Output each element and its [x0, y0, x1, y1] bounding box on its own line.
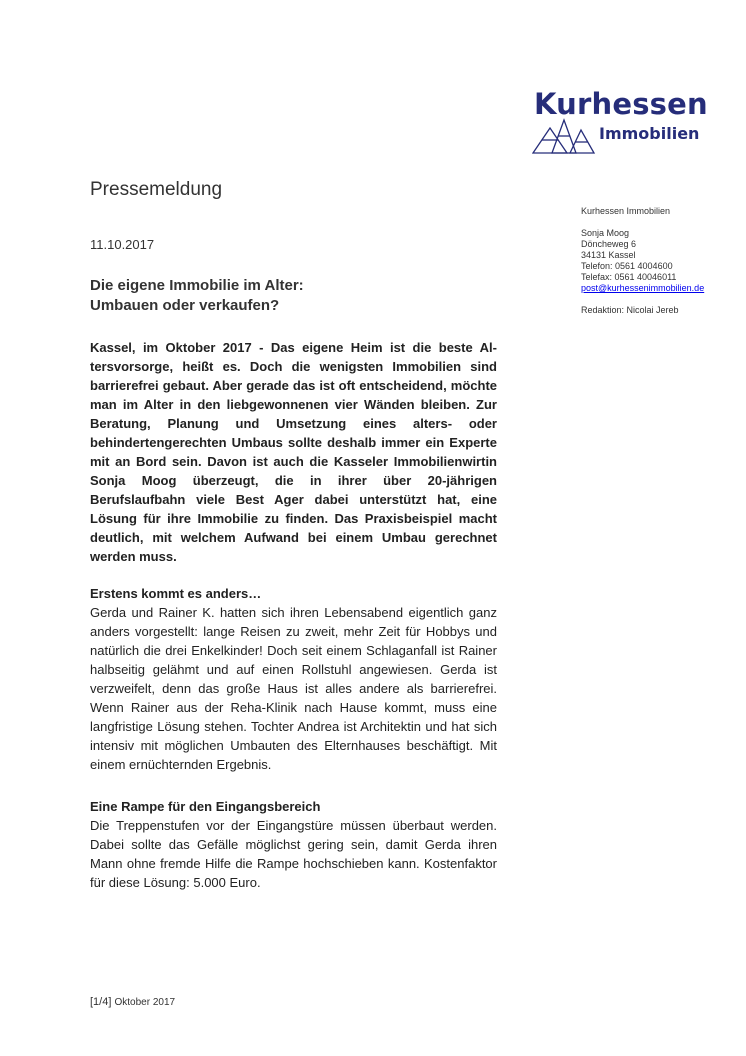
section-2-title: Eine Rampe für den Eingangsbereich	[90, 799, 321, 814]
sidebar-editor: Redaktion: Nicolai Jereb	[581, 305, 679, 315]
logo-title: Kurhessen	[534, 87, 708, 121]
headline	[90, 276, 500, 316]
sidebar-street: Döncheweg 6	[581, 239, 637, 249]
sidebar-city: 34131 Kassel	[581, 250, 636, 260]
document-date: 11.10.2017	[90, 237, 155, 252]
sidebar-phone: Telefon: 0561 4004600	[581, 261, 673, 271]
contact-sidebar	[581, 206, 741, 327]
section-1-title: Erstens kommt es anders…	[90, 586, 262, 601]
logo-subtitle: Immobilien	[599, 124, 700, 143]
sidebar-email-link[interactable]: post@kurhessenimmobilien.de	[581, 283, 705, 293]
section-2-text: Die Treppenstufen vor der Eingangstüre müssen überbaut werden. Dabei sollte das Gefälle möglichst gering sein, damit Gerda ihren Mann ohne fremde Hilfe die Rampe hochschieben kann. Kostenfaktor für diese Lösung: 5.000 Euro.	[90, 818, 497, 890]
sidebar-contact-name: Sonja Moog	[581, 228, 630, 238]
company-logo	[532, 86, 712, 158]
headline-line-2: Umbauen oder verkaufen?	[90, 297, 280, 314]
footer-page-number: [1/4]	[90, 996, 112, 1008]
footer-month: Oktober 2017	[114, 997, 176, 1008]
lead-paragraph: Kassel, im Oktober 2017 - Das eigene Heim ist die beste Altersvorsorge, heißt es. Doch die wenigsten Immobilien sind barrierefrei gebaut. Aber gerade das ist oft entscheidend, möchte man im Alter in den liebgewonnenen vier Wänden bleiben. Zur Beratung, Planung und Umsetzung eines alters- oder behindertengerechten Umbaus sollte deshalb immer ein Experte mit an Bord sein. Davon ist auch die Kasseler Immobilienwirtin Sonja Moog überzeugt, die in ihrer über 20-jährigen Berufslaufbahn viele Best Ager dabei unterstützt hat, eine Lösung für ihre Immobilie zu finden. Das Praxisbeispiel macht deutlich, mit welchem Aufwand bei einem Umbau gerechnet werden muss.	[90, 340, 497, 564]
document-type: Pressemeldung	[90, 179, 223, 200]
section-1-text: Gerda und Rainer K. hatten sich ihren Lebensabend eigentlich ganz anders vorgestellt: lange Reisen zu zweit, mehr Zeit für Hobbys und natürlich die drei Enkelkinder! Doch seit einem Schlaganfall ist Rainer halbseitig gelähmt und auf einen Rollstuhl angewiesen. Gerda ist verzweifelt, denn das große Haus ist alles andere als barrierefrei. Wenn Rainer aus der Reha-Klinik nach Hause kommt, muss eine langfristige Lösung stehen. Tochter Andrea ist Architektin und hat sich intensiv mit möglichen Umbauten des Elternhauses beschäftigt. Mit einem ernüchternden Ergebnis.	[90, 605, 497, 772]
page-footer	[90, 996, 175, 1008]
sidebar-fax: Telefax: 0561 40046011	[581, 272, 677, 282]
mountains-icon	[532, 118, 596, 154]
sidebar-company: Kurhessen Immobilien	[581, 206, 671, 216]
headline-line-1: Die eigene Immobilie im Alter:	[90, 277, 304, 294]
section-1	[90, 584, 497, 774]
section-2	[90, 797, 497, 892]
